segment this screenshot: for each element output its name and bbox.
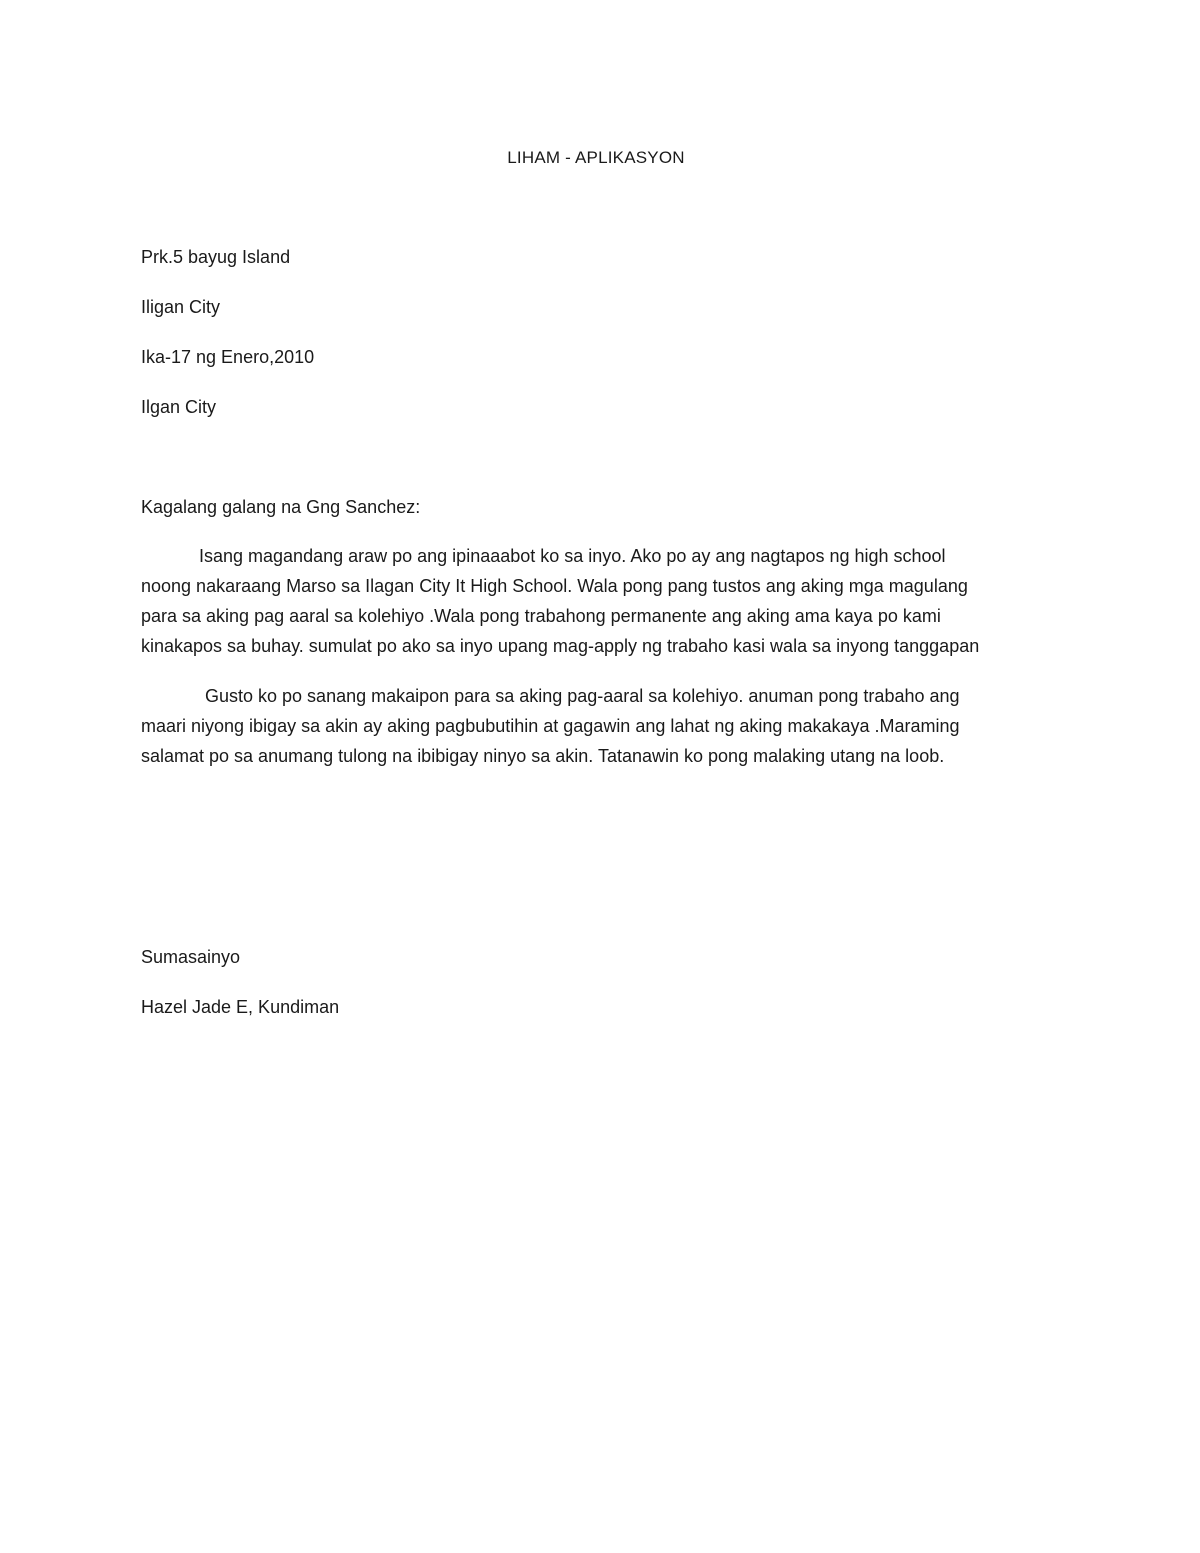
paragraph-line: kinakapos sa buhay. sumulat po ako sa inyo upang mag-apply ng trabaho kasi wala sa inyong tanggapan xyxy=(141,636,980,656)
paragraph-line: Gusto ko po sanang makaipon para sa aking pag-aaral sa kolehiyo. anuman pong trabaho ang xyxy=(205,686,960,706)
letter-title: LIHAM - APLIKASYON xyxy=(507,148,685,167)
body-paragraph-2 xyxy=(141,681,1071,771)
body-paragraph-1 xyxy=(141,541,1071,661)
salutation: Kagalang galang na Gng Sanchez: xyxy=(141,497,421,517)
address-line-2: Iligan City xyxy=(141,297,221,317)
paragraph-line: Isang magandang araw po ang ipinaaabot ko sa inyo. Ako po ay ang nagtapos ng high school xyxy=(199,546,946,566)
letter-date: Ika-17 ng Enero,2010 xyxy=(141,347,315,367)
address-line-4: Ilgan City xyxy=(141,397,217,417)
address-line-1: Prk.5 bayug Island xyxy=(141,247,291,267)
closing: Sumasainyo xyxy=(141,947,241,967)
paragraph-line: para sa aking pag aaral sa kolehiyo .Wala pong trabahong permanente ang aking ama kaya po kami xyxy=(141,606,941,626)
paragraph-line: maari niyong ibigay sa akin ay aking pagbubutihin at gagawin ang lahat ng aking makakaya .Maraming xyxy=(141,716,960,736)
signature-name: Hazel Jade E, Kundiman xyxy=(141,997,340,1017)
paragraph-line: noong nakaraang Marso sa Ilagan City It High School. Wala pong pang tustos ang aking mga magulang xyxy=(141,576,968,596)
paragraph-line: salamat po sa anumang tulong na ibibigay ninyo sa akin. Tatanawin ko pong malaking utang na loob. xyxy=(141,746,945,766)
